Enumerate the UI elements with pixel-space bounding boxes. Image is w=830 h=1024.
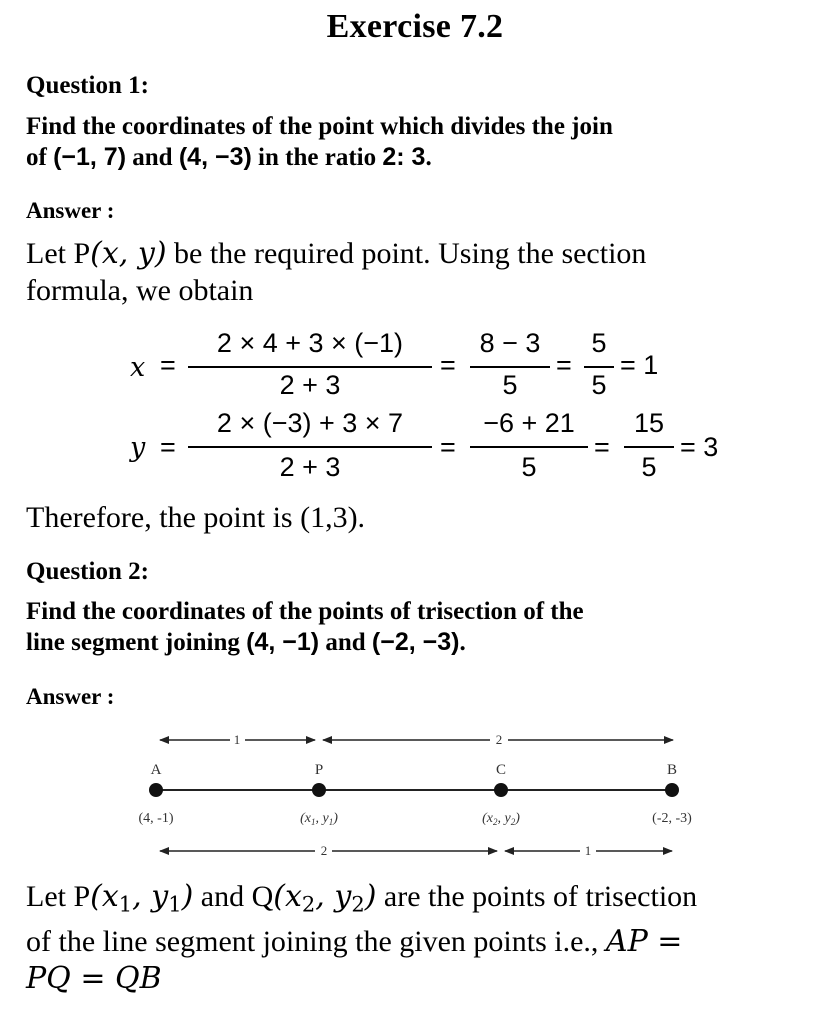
coord-a: (4, -1) — [138, 811, 174, 826]
question-2-heading: Question 2: — [26, 558, 149, 585]
equation-y-fraction-2 — [470, 408, 588, 488]
point-p-label: P — [314, 762, 324, 778]
point-a-label: A — [150, 762, 162, 778]
equation-x-fraction-3 — [584, 328, 614, 408]
bottom-label-1: 2 — [320, 843, 328, 858]
trisection-diagram — [120, 720, 720, 870]
equation-y-fraction-1 — [188, 408, 432, 488]
bottom-arrow-2 — [505, 843, 672, 858]
point-c-dot — [494, 783, 508, 797]
equation-x-result: = 1 — [620, 350, 659, 380]
page-title: Exercise 7.2 — [326, 8, 504, 45]
equation-y-fraction-3-numerator: 15 — [633, 408, 665, 438]
question-1-line-1: Find the coordinates of the point which divides the join — [26, 113, 613, 140]
top-arrow-1 — [160, 732, 315, 747]
equation-y-equals-1: = — [160, 432, 176, 462]
equation-y-equals-3: = — [594, 432, 610, 462]
equation-y-fraction-1-denominator: 2 + 3 — [279, 452, 341, 482]
equation-y-fraction-3-denominator: 5 — [641, 452, 657, 482]
equation-y-fraction-1-numerator: 2 × (−3) + 3 × 7 — [216, 408, 404, 438]
equation-x-fraction-2 — [470, 328, 550, 408]
equation-y-fraction-2-numerator: −6 + 21 — [483, 408, 575, 438]
equation-x-fraction-2-denominator: 5 — [502, 370, 518, 400]
question-2-answer-label: Answer : — [26, 684, 115, 709]
coord-b: (-2, -3) — [652, 811, 692, 826]
question-1-heading: Question 1: — [26, 72, 149, 99]
question-2-line-1: Find the coordinates of the points of trisection of the — [26, 598, 584, 625]
top-label-1: 1 — [233, 732, 241, 747]
equation-y-variable: y — [130, 432, 146, 463]
answer-1-line-2: formula, we obtain — [26, 274, 254, 307]
answer-2-line-3: PQ = QB — [26, 961, 162, 997]
equation-y-fraction-3 — [624, 408, 674, 488]
equation-x-fraction-3-denominator: 5 — [591, 370, 607, 400]
answer-1-line-1: Let P(x, y) be the required point. Using the section — [26, 236, 647, 271]
point-a-dot — [149, 783, 163, 797]
equation-x-fraction-1-denominator: 2 + 3 — [279, 370, 341, 400]
equation-x-equals-3: = — [556, 350, 572, 380]
point-b-label: B — [666, 762, 678, 778]
equation-y-result: = 3 — [680, 432, 719, 462]
equation-x-equals-2: = — [440, 350, 456, 380]
answer-2-line-1: Let $P(x_1$, $y_1$) and $Q(x_2$, $y_2$) are the points of trisection — [26, 879, 698, 917]
equation-x-fraction-1-numerator: 2 × 4 + 3 × (−1) — [216, 328, 404, 358]
question-2-line-2: line segment joining (4, −1) and (−2, −3). — [26, 628, 466, 656]
question-2-text — [26, 596, 816, 658]
equation-x-variable: x — [130, 352, 146, 383]
top-arrow-2 — [323, 732, 673, 747]
point-p-dot — [312, 783, 326, 797]
bottom-label-2: 1 — [584, 843, 592, 858]
point-b-dot — [665, 783, 679, 797]
top-label-2: 2 — [495, 732, 503, 747]
answer-2-text — [26, 878, 816, 997]
question-1-answer-label: Answer : — [26, 198, 115, 223]
answer-1-conclusion: Therefore, the point is (1,3). — [26, 501, 366, 534]
answer-1-intro — [26, 235, 816, 309]
equation-x-fraction-2-numerator: 8 − 3 — [479, 328, 541, 358]
equation-y-fraction-2-denominator: 5 — [521, 452, 537, 482]
coord-c: ($x_2$, $y_2$) — [482, 811, 520, 827]
answer-2-line-2: of the line segment joining the given points i.e., AP = — [26, 924, 683, 960]
question-1-line-2: of (−1, 7) and (4, −3) in the ratio 2: 3. — [26, 143, 432, 171]
coord-p: ($x_1$, $y_1$) — [300, 811, 338, 827]
equation-x-fraction-3-numerator: 5 — [591, 328, 607, 358]
question-1-text — [26, 111, 816, 173]
equation-y-equals-2: = — [440, 432, 456, 462]
equation-x-fraction-1 — [188, 328, 432, 408]
point-c-label: C — [495, 762, 507, 778]
bottom-arrow-1 — [160, 843, 497, 858]
equation-x-equals-1: = — [160, 350, 176, 380]
